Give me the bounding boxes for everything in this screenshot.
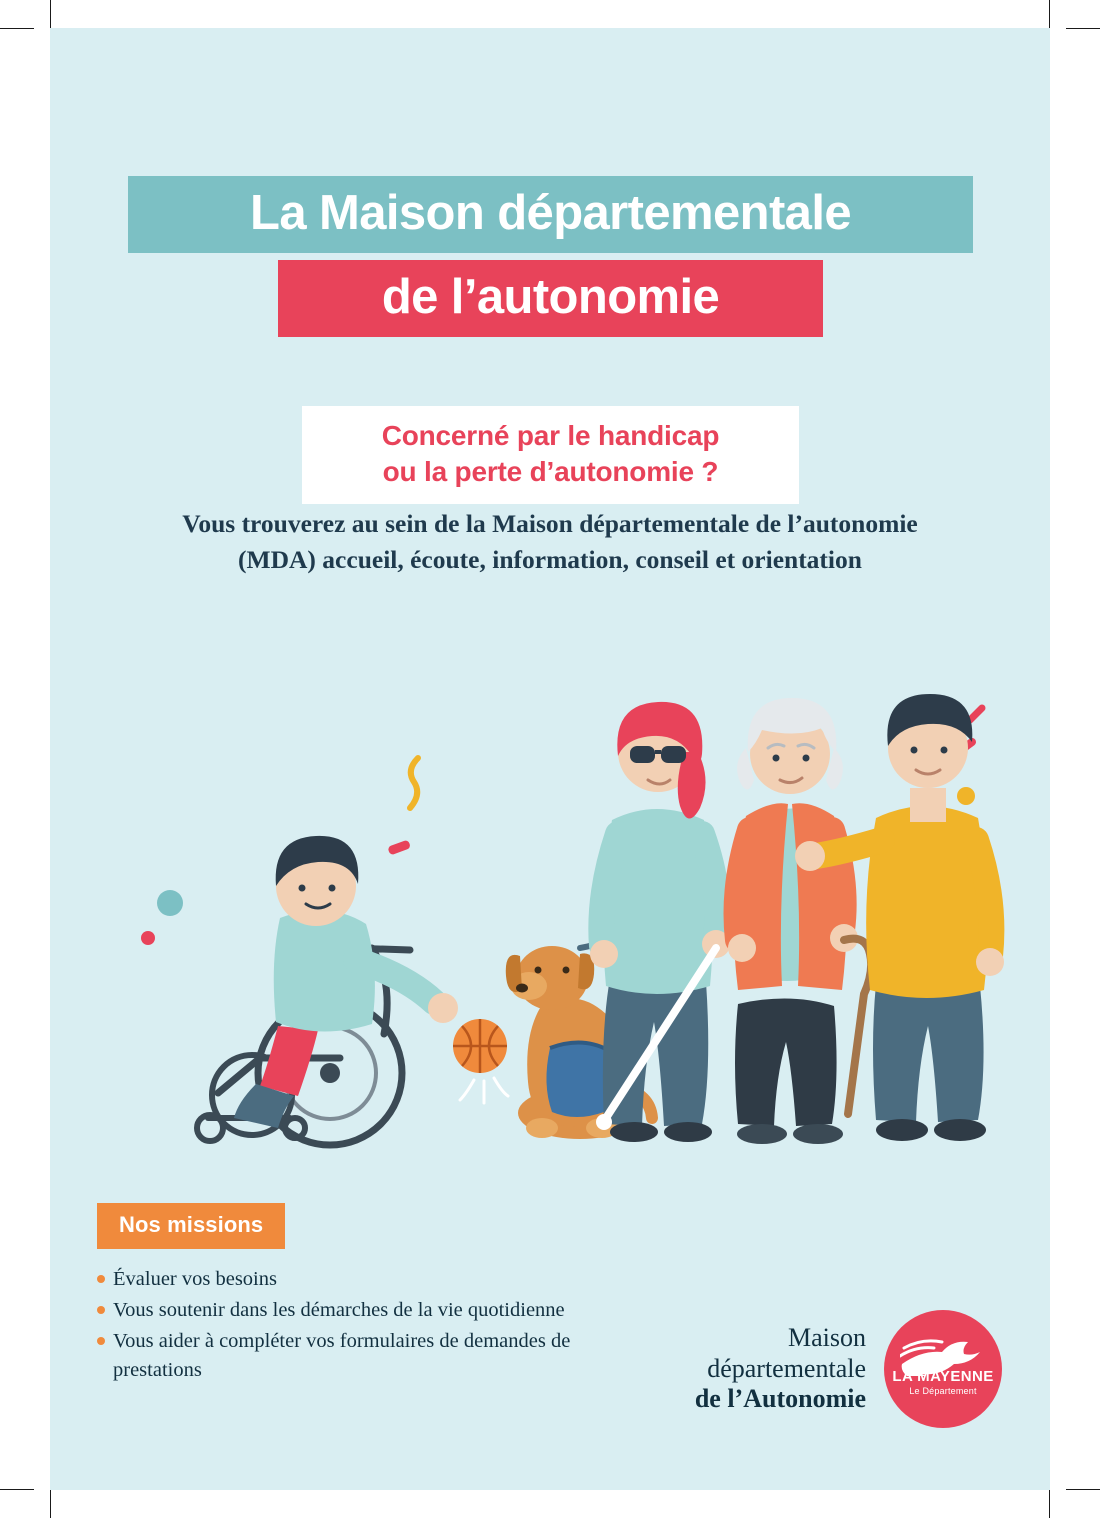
illustration-group [110, 648, 1010, 1178]
logo-line2: départementale [707, 1353, 866, 1383]
logo-mark-sub: Le Département [909, 1386, 977, 1396]
person-visually-impaired [590, 702, 730, 1142]
logo-wordmark [695, 1323, 866, 1415]
list-item: Vous soutenir dans les démarches de la vie quotidienne [95, 1296, 595, 1325]
mayenne-logo-icon [884, 1310, 1002, 1428]
logo-line1: Maison [788, 1322, 866, 1352]
page-title-line1: La Maison départementale [128, 176, 973, 253]
crop-mark [0, 1489, 34, 1490]
person-elderly [728, 698, 871, 1144]
page-title-line2: de l’autonomie [278, 260, 823, 337]
question-line1: Concerné par le handicap [381, 420, 720, 451]
list-item: Vous aider à compléter vos formulaires de demandes de prestations [95, 1327, 595, 1385]
question-banner [302, 406, 799, 504]
missions-list [95, 1265, 595, 1387]
list-item: Évaluer vos besoins [95, 1265, 595, 1294]
greyhound-icon [900, 1334, 986, 1376]
poster-canvas [50, 28, 1050, 1490]
logo-mark-main: LA MAYENNE [892, 1368, 994, 1385]
crop-mark [1066, 1489, 1100, 1490]
person-wheelchair [197, 836, 508, 1145]
lead-paragraph: Vous trouverez au sein de la Maison départementale de l’autonomie (MDA) accueil, écoute, information, conseil et orientation [182, 509, 918, 575]
crop-mark [0, 28, 34, 29]
question-line2: ou la perte d’autonomie ? [382, 455, 719, 487]
people-illustration [110, 648, 1010, 1178]
logo-line3: de l’Autonomie [694, 1384, 866, 1414]
crop-mark [1066, 28, 1100, 29]
missions-badge: Nos missions [97, 1203, 285, 1249]
logo-block [695, 1310, 1002, 1428]
